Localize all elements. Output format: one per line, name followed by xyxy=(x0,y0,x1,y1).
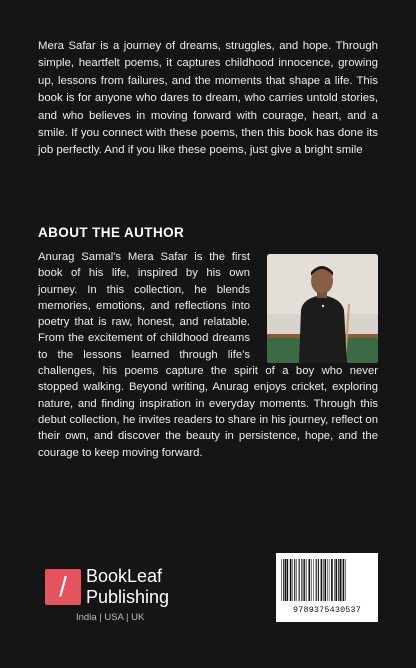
photo-spacer xyxy=(258,249,378,363)
publisher-name-line2: Publishing xyxy=(86,587,170,607)
barcode-icon xyxy=(280,559,374,601)
slash-logo-icon: / xyxy=(59,571,67,602)
isbn-barcode xyxy=(276,553,378,622)
publisher-regions: India | USA | UK xyxy=(76,612,145,623)
author-bio: Anurag Samal's Mera Safar is the first book of his life, inspired by his own journey. In this collection, he blends memories, emotions, and reflections into poetry that is raw, honest, and relatable. From the excitement of childhood dreams to the lessons learned through life's challenges, his poems capture the spirit of a boy who never stopped walking. Beyond writing, Anurag enjoys cricket, exploring nature, and finding inspiration in everyday moments. Through this debut collection, he invites readers to share in his journey, reflect on their own, and discover the beauty in persistence, hope, and the courage to keep moving forward. xyxy=(38,251,378,459)
publisher-name-line1: BookLeaf xyxy=(86,566,163,586)
about-author-heading: ABOUT THE AUTHOR xyxy=(38,225,185,240)
isbn-number: 9789375430537 xyxy=(293,605,361,615)
author-bio-block xyxy=(38,249,378,461)
back-cover-blurb: Mera Safar is a journey of dreams, struggles, and hope. Through simple, heartfelt poems, it captures childhood innocence, growing up, lessons from failures, and the moments that shape a life. This book is for anyone who dares to dream, who carries untold stories, and who believes in moving forward with courage, heart, and a smile. If you connect with these poems, then this book has done its job perfectly. And if you like these poems, just give a bright smile xyxy=(38,40,378,157)
bookleaf-logo xyxy=(45,569,81,605)
publisher-name xyxy=(86,566,169,608)
